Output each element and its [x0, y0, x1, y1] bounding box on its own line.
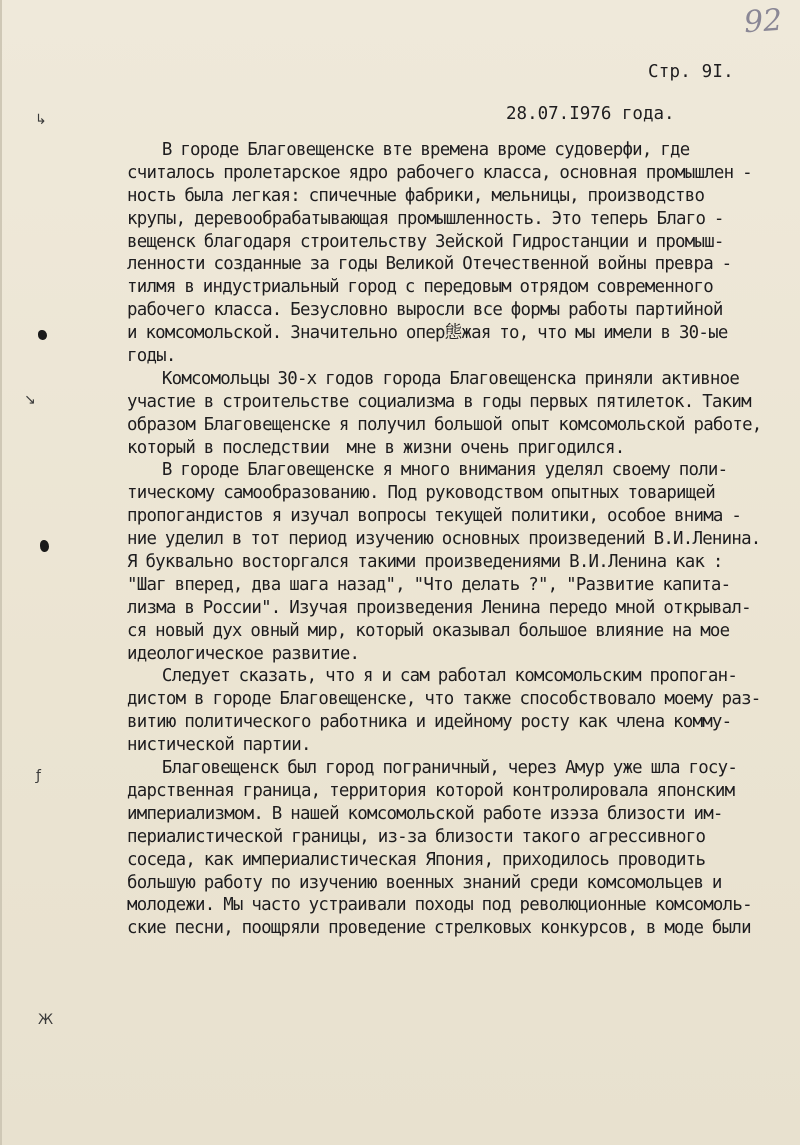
- text-line: образом Благовещенске я получил большой опыт комсомольской работе,: [127, 414, 762, 435]
- text-line: Комсомольцы 30-х годов города Благовещенска приняли активное: [127, 368, 740, 389]
- text-line: молодежи. Мы часто устраивали походы под революционные комсомоль-: [127, 895, 752, 916]
- text-line: Благовещенск был город пограничный, через Амур уже шла госу-: [127, 758, 738, 779]
- margin-mark: ↳: [35, 112, 47, 128]
- text-line: лизма в России". Изучая произведения Ленина передо мной открывал-: [127, 597, 751, 618]
- text-line: который в последствии мне в жизни очень пригодился.: [127, 437, 625, 458]
- text-line: вещенск благодаря строительству Зейской Гидростанции и промыш-: [127, 231, 724, 252]
- text-line: ность была легкая: спичечные фабрики, мельницы, производство: [127, 185, 705, 206]
- text-line: пропогандистов я изучал вопросы текущей политики, особое внима -: [127, 506, 742, 527]
- body-text: [127, 139, 783, 940]
- archive-page-number: 92: [742, 2, 784, 41]
- text-line: участие в строительстве социализма в годы первых пятилеток. Таким: [127, 391, 751, 412]
- text-line: витию политического работника и идейному росту как члена комму-: [127, 712, 732, 733]
- ink-blot: [38, 330, 47, 340]
- text-line: нистической партии.: [127, 735, 311, 756]
- text-line: Следует сказать, что я и сам работал комсомольским пропоган-: [127, 666, 738, 687]
- text-line: идеологическое развитие.: [127, 643, 360, 664]
- ink-blot: [40, 540, 49, 552]
- text-line: периалистической границы, из-за близости такого агрессивного: [127, 826, 706, 847]
- margin-mark: ƒ: [36, 768, 41, 784]
- text-line: тическому самообразованию. Под руководством опытных товарищей: [127, 483, 715, 504]
- text-line: В городе Благовещенске я много внимания уделял своему поли-: [127, 460, 728, 481]
- page-label: Стр. 9I.: [648, 62, 734, 82]
- margin-mark: ↘: [24, 392, 36, 408]
- text-line: ские песни, поощряли проведение стрелковых конкурсов, в моде были: [127, 918, 751, 939]
- margin-mark: Ж: [38, 1012, 54, 1028]
- text-line: годы.: [127, 346, 176, 367]
- text-line: тилмя в индустриальный город с передовым отрядом современного: [127, 277, 713, 298]
- text-line: дарственная граница, территория которой контролировала японским: [127, 780, 735, 801]
- text-line: ние уделил в тот период изучению основных произведений В.И.Ленина.: [127, 529, 761, 550]
- page-edge: [0, 0, 2, 1145]
- text-line: рабочего класса. Безусловно выросли все формы работы партийной: [127, 300, 723, 321]
- document-date: 28.07.I976 года.: [506, 104, 675, 124]
- text-line: Я буквально восторгался такими произведениями В.И.Ленина как :: [127, 552, 723, 573]
- text-line: дистом в городе Благовещенске, что также способствовало моему раз-: [127, 689, 761, 710]
- text-line: считалось пролетарское ядро рабочего класса, основная промышлен -: [127, 162, 752, 183]
- text-line: В городе Благовещенске вте времена вроме судоверфи, где: [127, 140, 690, 160]
- text-line: "Шаг вперед, два шага назад", "Что делать ?", "Развитие капита-: [127, 574, 731, 595]
- text-line: империализмом. В нашей комсомольской работе изэза близости им-: [127, 803, 723, 824]
- text-line: и комсомольской. Значительно опер態жая то, что мы имели в 30-ые: [127, 323, 728, 344]
- text-line: ся новый дух овный мир, который оказывал большое влияние на мое: [127, 620, 730, 641]
- text-line: большую работу по изучению военных знаний среди комсомольцев и: [127, 872, 722, 893]
- text-line: крупы, деревообрабатывающая промышленность. Это теперь Благо -: [127, 208, 724, 229]
- text-line: ленности созданные за годы Великой Отечественной войны превра -: [127, 254, 732, 275]
- text-line: соседа, как империалистическая Япония, приходилось проводить: [127, 849, 706, 870]
